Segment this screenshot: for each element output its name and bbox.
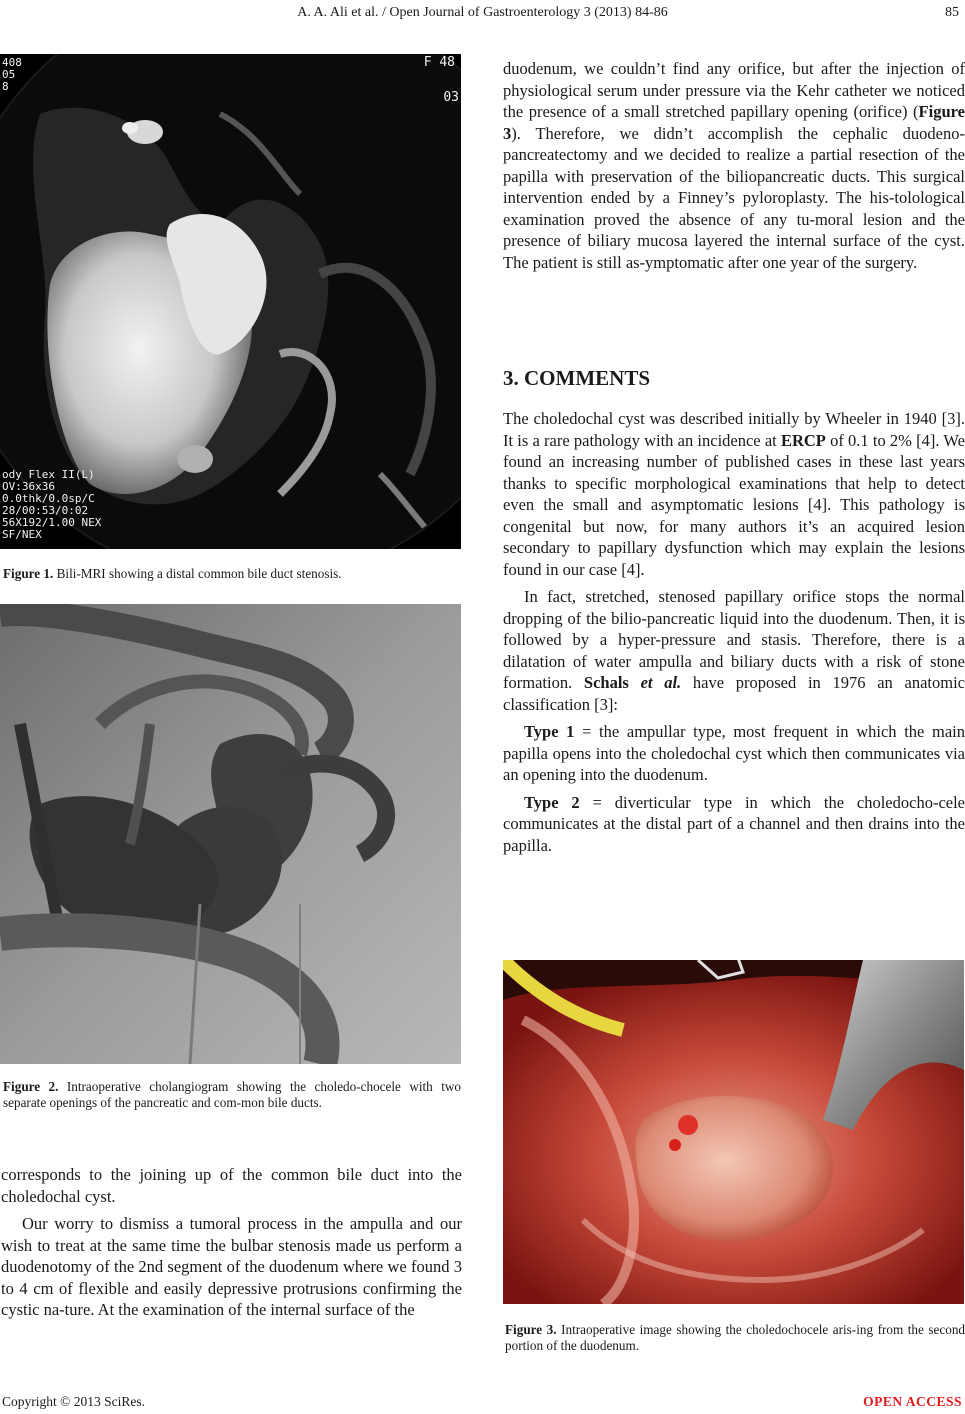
mri-label-line: 0.0thk/0.0sp/C	[2, 492, 95, 505]
figure-3-label: Figure 3.	[505, 1322, 557, 1337]
bold-term: Type 2	[524, 792, 580, 812]
right-column-top-text	[503, 58, 965, 273]
copyright-notice: Copyright © 2013 SciRes.	[2, 1394, 146, 1409]
text-run: = diverticular type in which the choledocho-cele communicates at the distal part of a channel and then drains into the papilla.	[503, 792, 965, 855]
bold-term: ERCP	[780, 430, 826, 450]
figure-2-caption-text: Intraoperative cholangiogram showing the choledo-chocele with two separate openings of the pancreatic and com-mon bile ducts.	[3, 1079, 461, 1110]
mri-overlay-right: 03	[443, 90, 459, 105]
figure-3-caption-text: Intraoperative image showing the choledochocele aris-ing from the second portion of the duodenum.	[505, 1322, 965, 1353]
figure-1-caption	[3, 566, 461, 582]
paragraph	[503, 408, 965, 580]
text-run: ). Therefore, we didn’t accomplish the cephalic duodeno-pancreatectomy and we decided to realize a partial resection of the papilla with preservation of the biliopancreatic ducts. This surgical intervention ended by a Finney’s pyloroplasty. The his-tolological examination proved the absence of any tu-moral lesion and the presence of biliary mucosa layered the internal surface of the cyst. The patient is still as-ymptomatic after one year of the surgery.	[503, 123, 965, 272]
figure-reference: Figure 3	[503, 102, 965, 143]
figure-1-mri-image	[0, 54, 461, 549]
mri-label-line: OV:36x36	[2, 480, 55, 493]
paragraph	[503, 792, 965, 857]
page-number: 85	[945, 5, 959, 20]
text-run: duodenum, we couldn’t find any orifice, but after the injection of physiological serum under pressure via the Kehr catheter we noticed the presence of a small stretched papillary opening (orifice) (	[503, 59, 965, 121]
running-header	[0, 0, 965, 26]
text-run: have proposed in 1976 an anatomic classification [3]:	[503, 673, 965, 714]
figure-2-cholangiogram-image	[0, 604, 461, 1064]
figure-1-caption-text: Bili-MRI showing a distal common bile duct stenosis.	[56, 566, 342, 581]
section-heading: 3. COMMENTS	[503, 366, 650, 390]
text-run: The choledochal cyst was described initially by Wheeler in 1940 [3]. It is a rare pathology with an incidence at	[503, 409, 965, 450]
mri-label-line: 28/00:53/0:02	[2, 504, 89, 517]
paragraph	[503, 721, 965, 786]
mri-label-line: 56X192/1.00 NEX	[2, 516, 102, 529]
figure-3-intraoperative-image	[503, 960, 964, 1304]
running-title: A. A. Ali et al. / Open Journal of Gastroenterology 3 (2013) 84-86	[297, 5, 668, 20]
left-column-text	[1, 1164, 462, 1321]
mri-label-line: 8	[2, 80, 9, 93]
mri-label-line: ody Flex II(L)	[2, 468, 95, 481]
cholangiogram-illustration	[0, 604, 461, 1064]
paragraph	[503, 58, 965, 273]
bold-term: Schals	[583, 673, 629, 692]
figure-2-caption	[3, 1079, 461, 1111]
figure-2-label: Figure 2.	[3, 1079, 59, 1094]
bold-italic-term: et al.	[640, 673, 682, 692]
figure-1-label: Figure 1.	[3, 566, 54, 581]
intraoperative-illustration	[503, 960, 964, 1304]
open-access-label: OPEN ACCESS	[863, 1394, 962, 1409]
paragraph	[503, 586, 965, 715]
paragraph: Our worry to dismiss a tumoral process in the ampulla and our wish to treat at the same time the bulbar stenosis made us perform a duodenotomy of the 2nd segment of the duodenum where we found 3 to 4 cm of flexible and easily depressive protrusions confirming the cystic na-ture. At the examination of the internal surface of the	[1, 1214, 462, 1319]
mri-label-line: SF/NEX	[2, 528, 42, 541]
bold-term: Type 1	[524, 722, 575, 741]
mri-label-line: 05	[2, 68, 16, 81]
mri-label-line: 408	[2, 56, 22, 69]
mri-overlay-top-left	[2, 57, 22, 93]
text-run: of 0.1 to 2% [4]. We found an increasing number of published cases in these last years thanks to specific morphological examinations that help to detect even the small and asymptomatic lesions [4]. This pathology is congenital but now, for many authors it’s an acquired lesion secondary to papillary dysfunction which may explain the lesions found in our case [4].	[503, 430, 965, 579]
text-run: In fact, stretched, stenosed papillary orifice stops the normal dropping of the bilio-pancreatic liquid into the duodenum. Then, it is followed by a hyper-pressure and stasis. Therefore, there is a dilatation of water ampulla and biliary ducts with a risk of stone formation.	[503, 587, 965, 692]
right-column-body-text	[503, 408, 965, 856]
mri-overlay-top-right: F 48	[423, 55, 455, 70]
paragraph: corresponds to the joining up of the common bile duct into the choledochal cyst.	[1, 1165, 462, 1206]
mri-overlay-bottom-left	[2, 469, 101, 541]
figure-3-caption	[505, 1322, 965, 1354]
text-run: = the ampullar type, most frequent in which the main papilla opens into the choledochal cyst which then communicates via an opening into the duodenum.	[503, 722, 965, 784]
